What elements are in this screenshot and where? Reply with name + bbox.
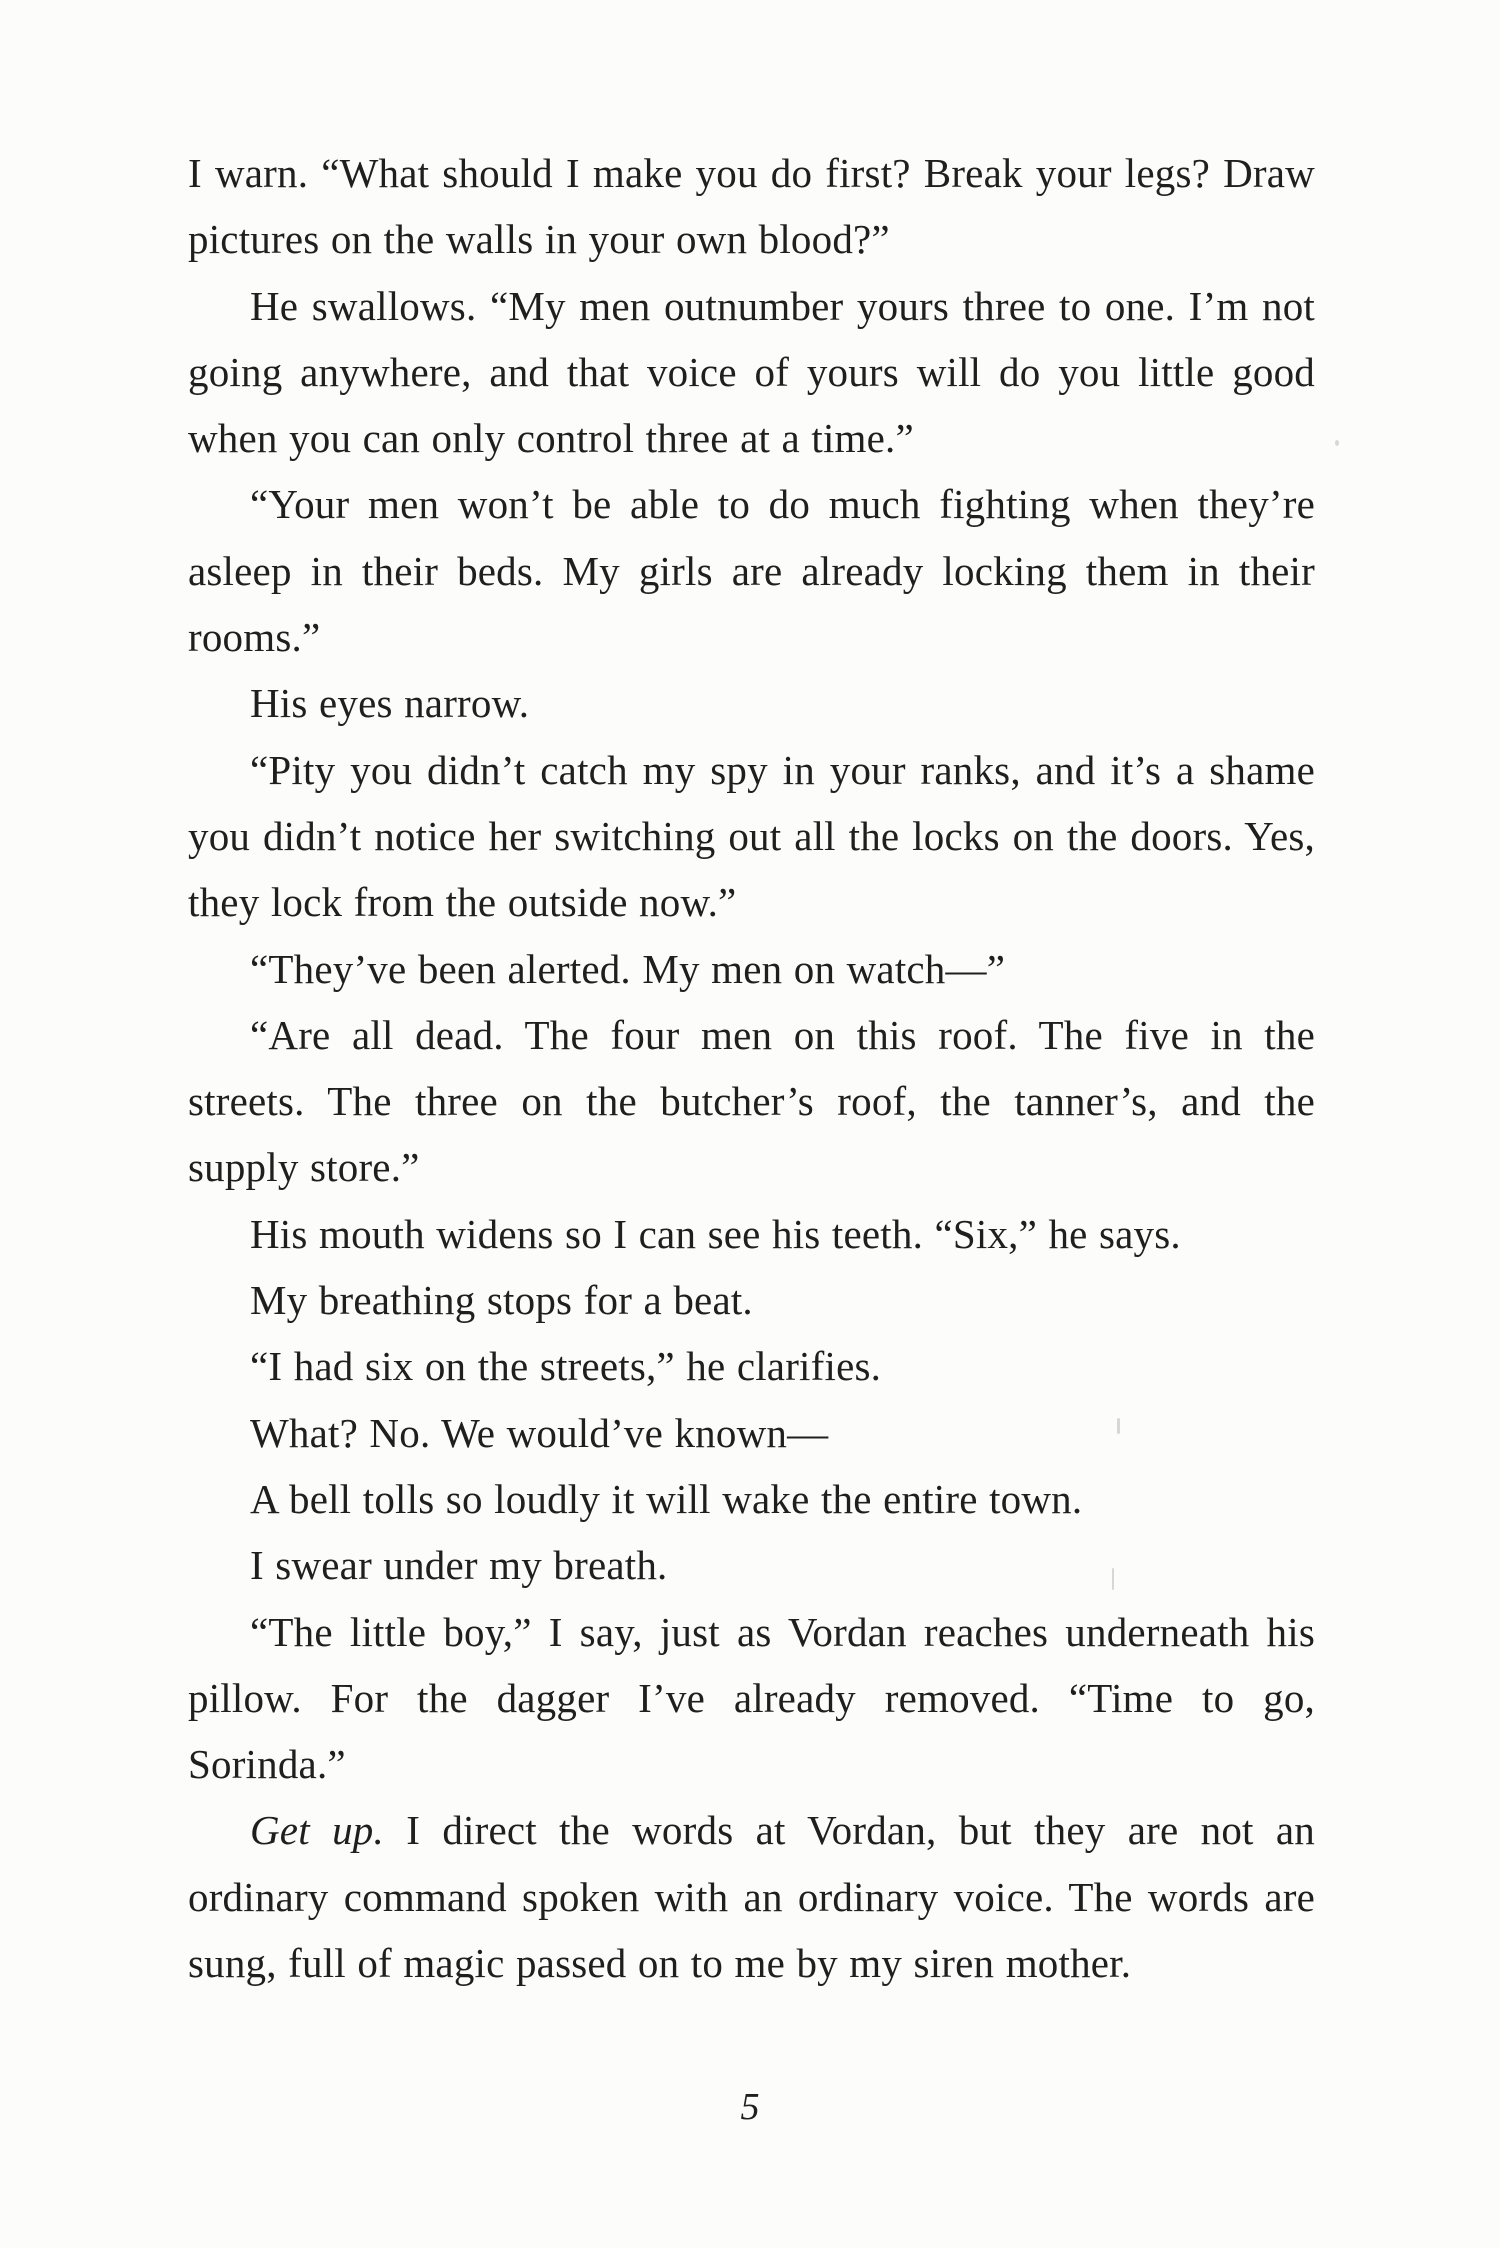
italic-lead: Get up.	[250, 1807, 384, 1854]
paragraph-3: “Your men won’t be able to do much fighting when they’re asleep in their beds. My girls are already locking them in their rooms.”	[188, 481, 1315, 661]
paragraph-6: “They’ve been alerted. My men on watch—”	[250, 945, 1006, 992]
paragraph-1: I warn. “What should I make you do first? Break your legs? Draw pictures on the walls in your own blood?”	[188, 150, 1315, 263]
paragraph-14: “The little boy,” I say, just as Vordan reaches underneath his pillow. For the dagger I’ve already removed. “Time to go, Sorinda.”	[188, 1608, 1315, 1788]
page-number: 5	[740, 2086, 760, 2128]
paragraph-10: “I had six on the streets,” he clarifies.	[250, 1343, 882, 1390]
paragraph-8: His mouth widens so I can see his teeth. “Six,” he says.	[250, 1210, 1181, 1257]
paragraph-11: What? No. We would’ve known—	[250, 1409, 829, 1456]
paragraph-15	[188, 1797, 1315, 1996]
scan-speck	[1117, 1418, 1120, 1434]
paragraph-5: “Pity you didn’t catch my spy in your ranks, and it’s a shame you didn’t notice her switching out all the locks on the doors. Yes, they lock from the outside now.”	[188, 746, 1315, 926]
scan-speck	[1335, 440, 1339, 446]
body-text	[188, 140, 1315, 1996]
paragraph-7: “Are all dead. The four men on this roof. The five in the streets. The three on the butcher’s roof, the tanner’s, and the supply store.”	[188, 1011, 1315, 1191]
paragraph-15-text: I direct the words at Vordan, but they are not an ordinary command spoken with an ordinary voice. The words are sung, full of magic passed on to me by my siren mother.	[188, 1807, 1315, 1987]
paragraph-4: His eyes narrow.	[250, 680, 530, 727]
scan-speck	[1112, 1568, 1114, 1590]
paragraph-9: My breathing stops for a beat.	[250, 1277, 753, 1324]
paragraph-2: He swallows. “My men outnumber yours three to one. I’m not going anywhere, and that voice of yours will do you little good when you can only control three at a time.”	[188, 282, 1315, 462]
paragraph-12: A bell tolls so loudly it will wake the entire town.	[250, 1475, 1083, 1522]
paragraph-13: I swear under my breath.	[250, 1542, 668, 1589]
